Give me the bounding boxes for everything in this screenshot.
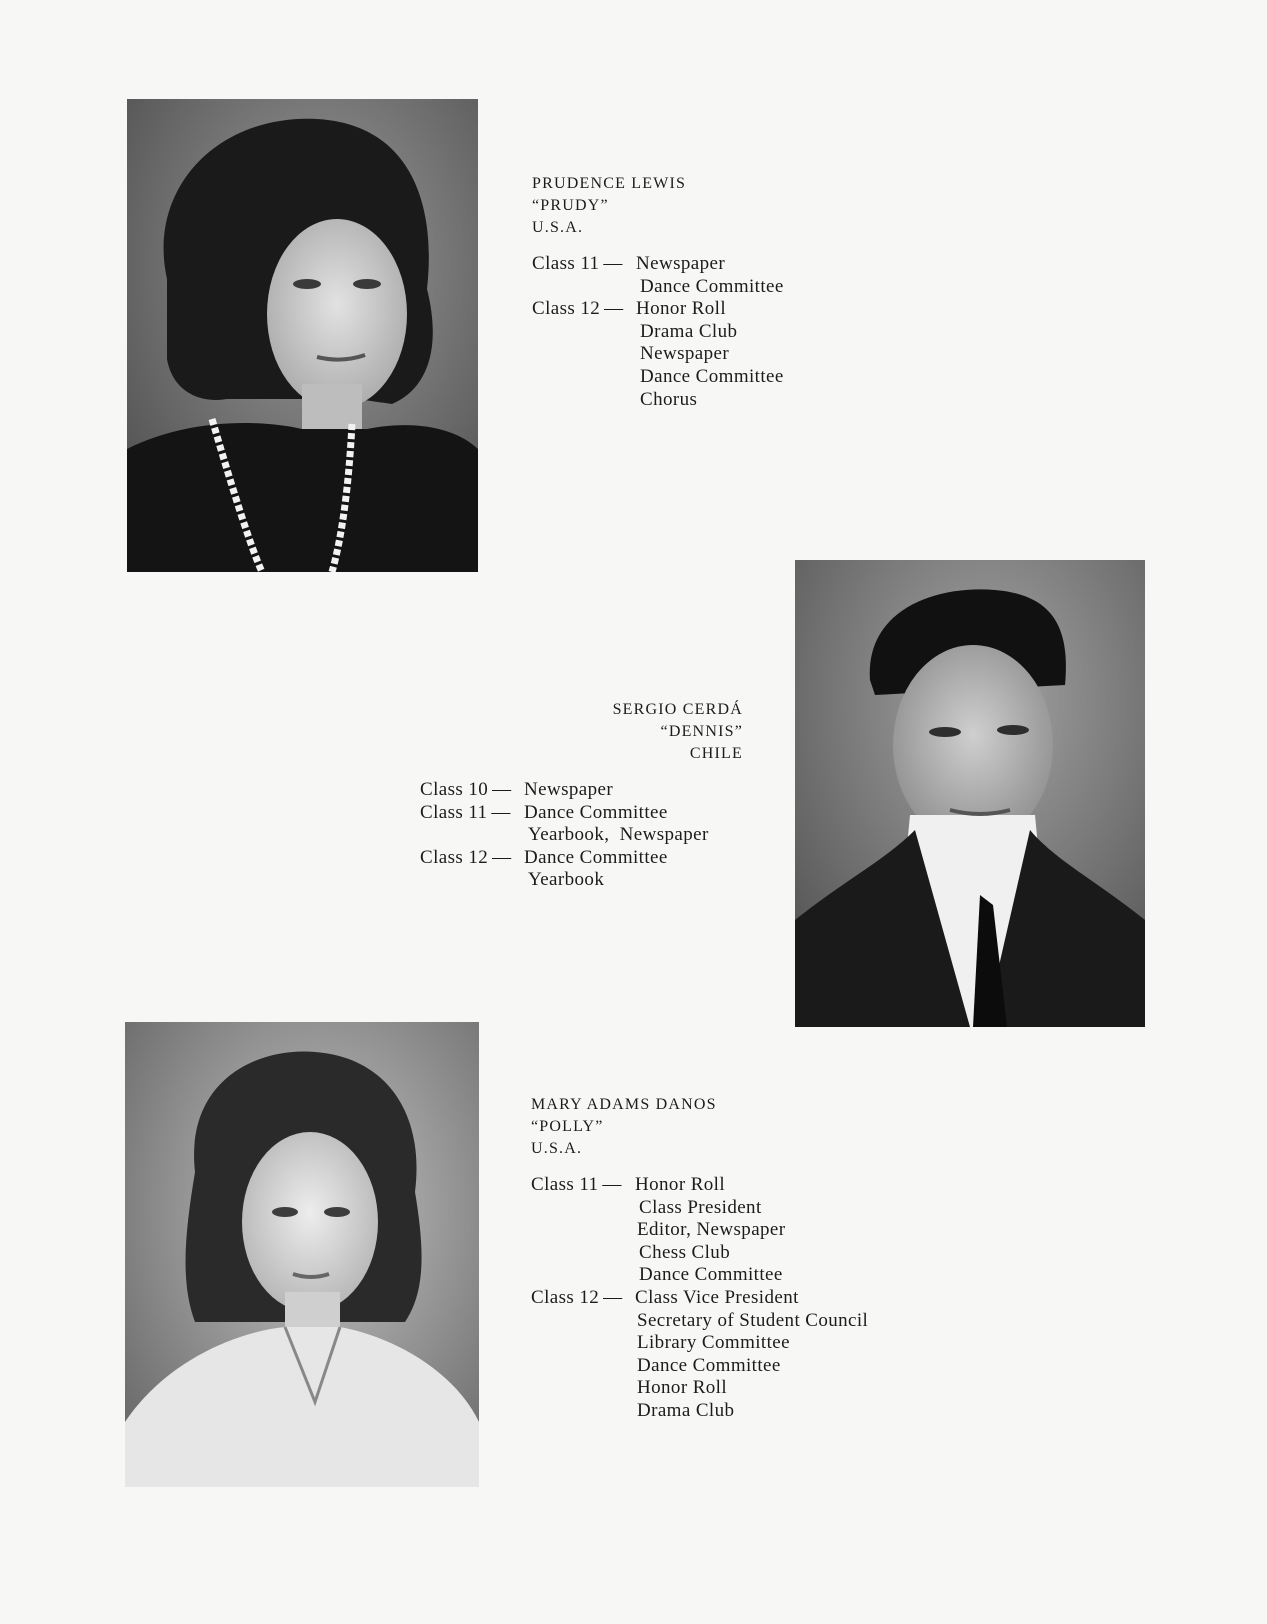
- activity-item: Honor Roll: [635, 1174, 726, 1195]
- activity-item: Class Vice President: [635, 1286, 799, 1308]
- portrait-photo-mary-adams-danos: [125, 1022, 479, 1487]
- class-entry: [531, 1174, 868, 1197]
- profile-prudence-lewis: [532, 173, 784, 411]
- student-country: U.S.A.: [532, 219, 584, 236]
- activity-item: Newspaper: [636, 253, 726, 274]
- class-label: Class 11 —: [531, 1174, 622, 1195]
- profile-mary-adams-danos: [531, 1094, 868, 1423]
- class-label: Class 11 —: [420, 801, 511, 823]
- activity-item: Dance Committee: [524, 846, 668, 868]
- portrait-image: [127, 99, 478, 572]
- activity-item: Honor Roll: [636, 298, 727, 320]
- class-entry: [420, 802, 743, 825]
- class-entry: [532, 253, 784, 276]
- activity-list: [420, 779, 743, 892]
- profile-header: [532, 173, 784, 239]
- profile-sergio-cerda: [420, 699, 743, 892]
- activity-item: Secretary of Student Council: [637, 1309, 869, 1331]
- class-label: Class 10 —: [420, 779, 512, 800]
- class-entry: [532, 298, 784, 321]
- profile-header: [420, 699, 743, 765]
- activity-item: Dance Committee: [637, 1354, 781, 1376]
- portrait-photo-prudence-lewis: [127, 99, 478, 572]
- student-nickname: “POLLY”: [531, 1118, 604, 1135]
- activity-item: Dance Committee: [640, 275, 784, 297]
- class-label: Class 12 —: [532, 298, 624, 320]
- activity-item: Honor Roll: [637, 1377, 728, 1399]
- activity-item: Dance Committee: [639, 1264, 783, 1286]
- student-country: CHILE: [689, 745, 743, 762]
- activity-item: Newspaper: [640, 343, 730, 365]
- class-label: Class 12 —: [420, 846, 512, 868]
- portrait-image: [795, 560, 1145, 1027]
- class-entry: [420, 847, 743, 870]
- activity-item: Editor, Newspaper: [637, 1219, 786, 1241]
- class-entry: [420, 779, 743, 802]
- activity-item: Yearbook: [528, 869, 605, 891]
- activity-item: Chess Club: [639, 1241, 731, 1263]
- activity-list: [531, 1174, 868, 1423]
- class-label: Class 12 —: [531, 1286, 623, 1308]
- activity-item: Class President: [639, 1196, 762, 1218]
- student-nickname: “DENNIS”: [660, 723, 743, 740]
- activity-item: Newspaper: [524, 779, 614, 800]
- activity-item: Drama Club: [637, 1399, 735, 1421]
- student-name: SERGIO CERDÁ: [612, 701, 743, 718]
- activity-list: [532, 253, 784, 411]
- activity-item: Yearbook, Newspaper: [528, 824, 709, 846]
- class-label: Class 11 —: [532, 253, 623, 274]
- activity-item: Library Committee: [637, 1332, 790, 1354]
- student-country: U.S.A.: [531, 1140, 583, 1157]
- portrait-photo-sergio-cerda: [795, 560, 1145, 1027]
- profile-header: [531, 1094, 868, 1160]
- student-name: MARY ADAMS DANOS: [531, 1096, 717, 1113]
- student-name: PRUDENCE LEWIS: [532, 175, 687, 192]
- student-nickname: “PRUDY”: [532, 197, 609, 214]
- portrait-image: [125, 1022, 479, 1487]
- activity-item: Dance Committee: [524, 801, 668, 823]
- activity-item: Drama Club: [640, 320, 738, 342]
- class-entry: [531, 1287, 868, 1310]
- activity-item: Chorus: [640, 388, 698, 410]
- activity-item: Dance Committee: [640, 365, 784, 387]
